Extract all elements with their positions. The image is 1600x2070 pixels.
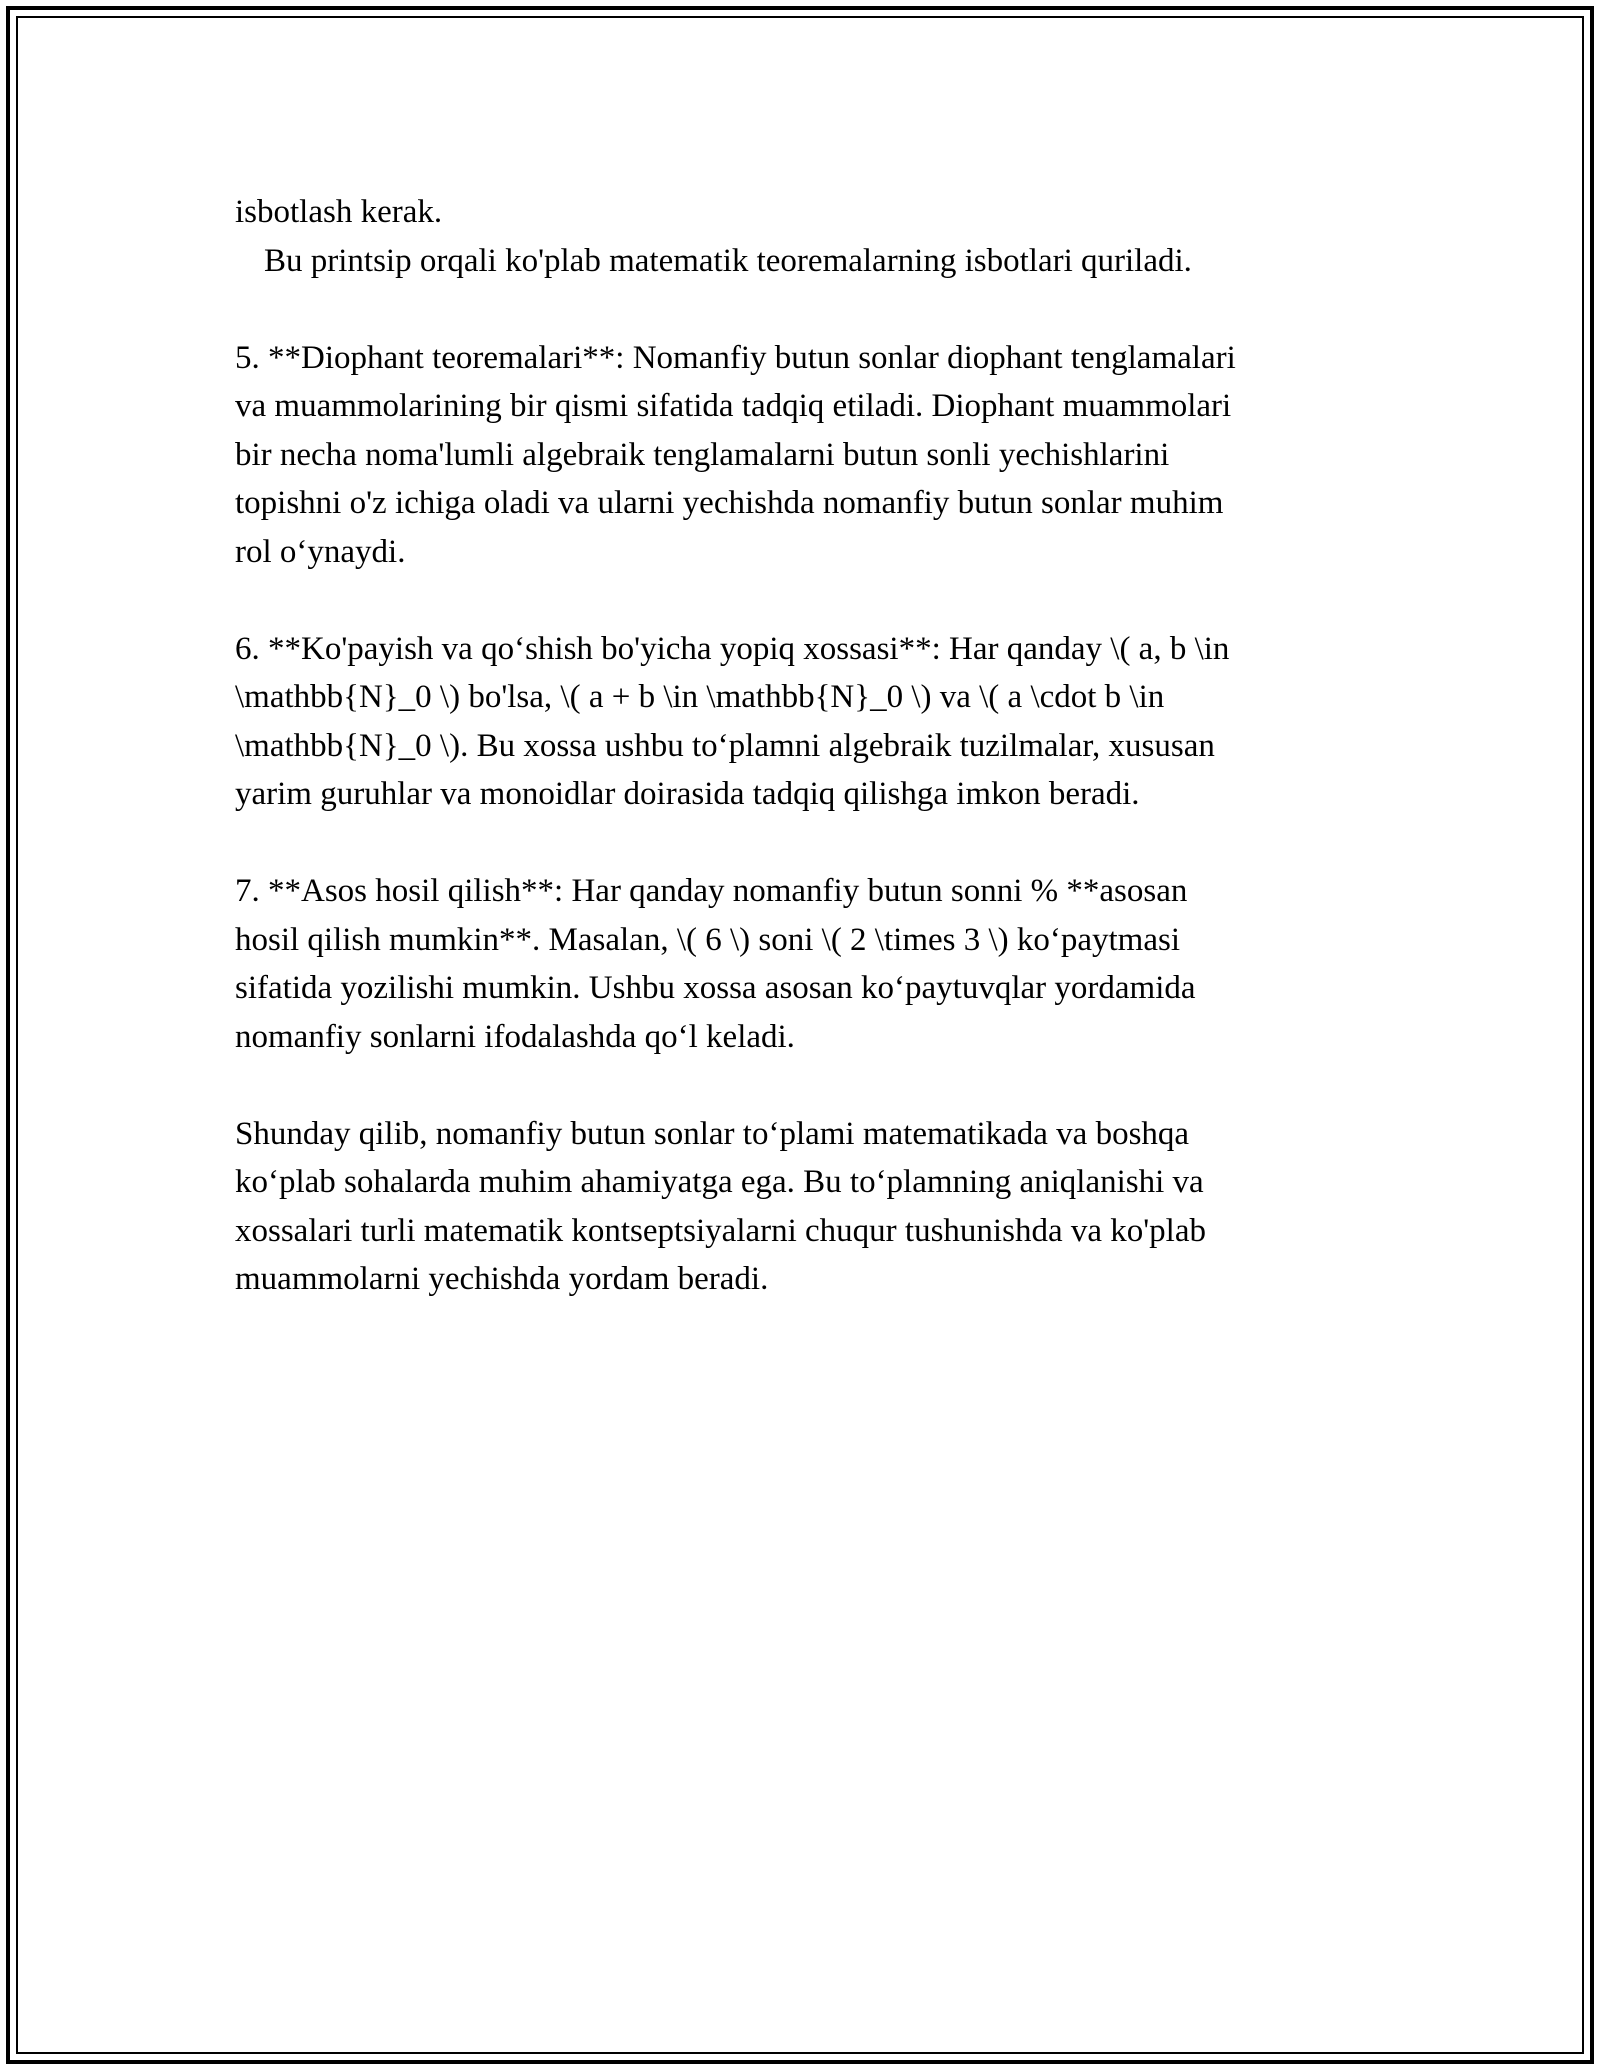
paragraph-basis — [235, 867, 1365, 1061]
text-line: muammolarni yechishda yordam beradi. — [235, 1261, 769, 1297]
text-line: ko‘plab sohalarda muhim ahamiyatga ega. Bu to‘plamning aniqlanishi va — [235, 1164, 1204, 1200]
paragraph-gap — [235, 576, 1365, 625]
text-line: hosil qilish mumkin**. Masalan, \( 6 \) soni \( 2 \times 3 \) ko‘paytmasi — [235, 921, 1181, 958]
text-line: rol o‘ynaydi. — [235, 533, 406, 570]
text-line: yarim guruhlar va monoidlar doirasida tadqiq qilishga imkon beradi. — [235, 776, 1140, 812]
text-line: 6. **Ko'payish va qo‘shish bo'yicha yopiq xossasi**: Har qanday \( a, b \in — [235, 630, 1230, 667]
text-line: 7. **Asos hosil qilish**: Har qanday nomanfiy butun sonni % **asosan — [235, 873, 1188, 909]
text-line: nomanfiy sonlarni ifodalashda qo‘l keladi. — [235, 1018, 795, 1055]
text-line: xossalari turli matematik kontseptsiyalarni chuqur tushunishda va ko'plab — [235, 1212, 1207, 1249]
paragraph-gap — [235, 285, 1365, 334]
paragraph-conclusion — [235, 1110, 1365, 1304]
paragraph-gap — [235, 819, 1365, 868]
paragraph-principle-continuation — [235, 188, 1365, 285]
text-line: \mathbb{N}_0 \) bo'lsa, \( a + b \in \mathbb{N}_0 \) va \( a \cdot b \in — [235, 679, 1165, 715]
text-line: 5. **Diophant teoremalari**: Nomanfiy butun sonlar diophant tenglamalari — [235, 339, 1236, 376]
text-line: isbotlash kerak. — [235, 194, 443, 230]
text-line: \mathbb{N}_0 \). Bu xossa ushbu to‘plamni algebraik tuzilmalar, xususan — [235, 727, 1215, 764]
text-line: va muammolarining bir qismi sifatida tadqiq etiladi. Diophant muammolari — [235, 388, 1232, 424]
text-line: Bu printsip orqali ko'plab matematik teoremalarning isbotlari quriladi. — [264, 242, 1192, 279]
text-line: bir necha noma'lumli algebraik tenglamalarni butun sonli yechishlarini — [235, 436, 1170, 473]
paragraph-diophant — [235, 334, 1365, 577]
document-body — [235, 188, 1365, 1304]
text-line: topishni o'z ichiga oladi va ularni yechishda nomanfiy butun sonlar muhim — [235, 485, 1224, 521]
paragraph-gap — [235, 1061, 1365, 1110]
text-line: Shunday qilib, nomanfiy butun sonlar to‘plami matematikada va boshqa — [235, 1115, 1190, 1152]
paragraph-closure — [235, 625, 1365, 819]
text-line: sifatida yozilishi mumkin. Ushbu xossa asosan ko‘paytuvqlar yordamida — [235, 970, 1196, 1006]
